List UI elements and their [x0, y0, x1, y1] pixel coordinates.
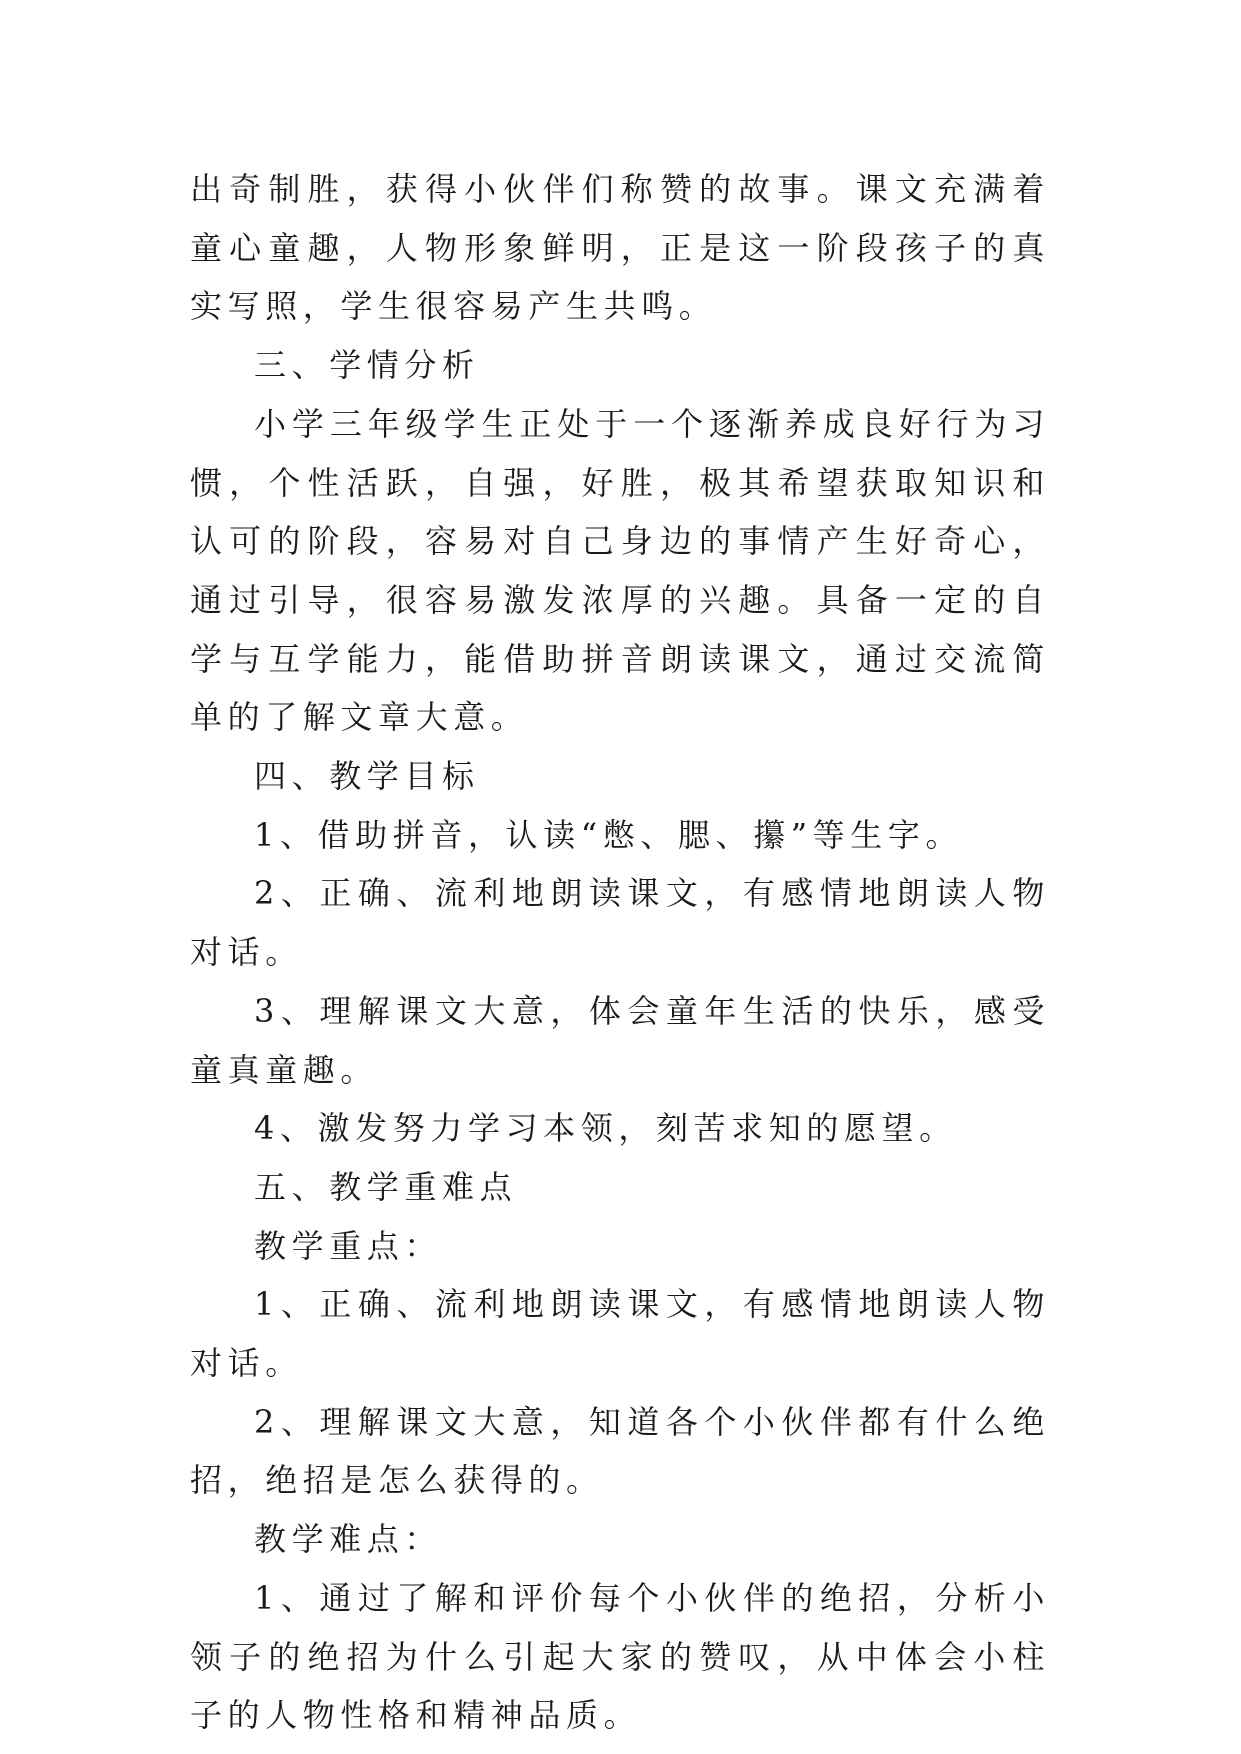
goal-item-3: 3、理解课文大意，体会童年生活的快乐，感受童真童趣。 — [190, 991, 1050, 1089]
section-heading-teaching-goals: 四、教学目标 — [254, 757, 480, 796]
section-heading-learner-analysis: 三、学情分析 — [254, 346, 480, 385]
paragraph-learner-analysis: 小学三年级学生正处于一个逐渐养成良好行为习惯，个性活跃，自强，好胜，极其希望获取知识和认可的阶段，容易对自己身边的事情产生好奇心，通过引导，很容易激发浓厚的兴趣。具备一定的自学与互学能力，能借助拼音朗读课文，通过交流简单的了解文章大意。 — [190, 404, 1050, 737]
goal-item-4: 4、激发努力学习本领，刻苦求知的愿望。 — [254, 1109, 957, 1148]
goal-item-2: 2、正确、流利地朗读课文，有感情地朗读人物对话。 — [190, 874, 1050, 972]
section-heading-key-difficult-points: 五、教学重难点 — [254, 1167, 518, 1206]
difficult-point-item-1: 1、通过了解和评价每个小伙伴的绝招，分析小领子的绝招为什么引起大家的赞叹，从中体会小柱子的人物性格和精神品质。 — [190, 1578, 1050, 1735]
subheading-difficult-points: 教学难点： — [254, 1520, 443, 1559]
key-point-item-1: 1、正确、流利地朗读课文，有感情地朗读人物对话。 — [190, 1285, 1050, 1383]
goal-item-1: 1、借助拼音，认读“憋、腮、攥”等生字。 — [254, 815, 964, 854]
subheading-key-points: 教学重点： — [254, 1226, 443, 1265]
paragraph-1: 出奇制胜，获得小伙伴们称赞的故事。课文充满着童心童趣，人物形象鲜明，正是这一阶段孩子的真实写照，学生很容易产生共鸣。 — [190, 170, 1050, 326]
document-page — [190, 160, 1050, 1745]
key-point-item-2: 2、理解课文大意，知道各个小伙伴都有什么绝招，绝招是怎么获得的。 — [190, 1402, 1050, 1500]
